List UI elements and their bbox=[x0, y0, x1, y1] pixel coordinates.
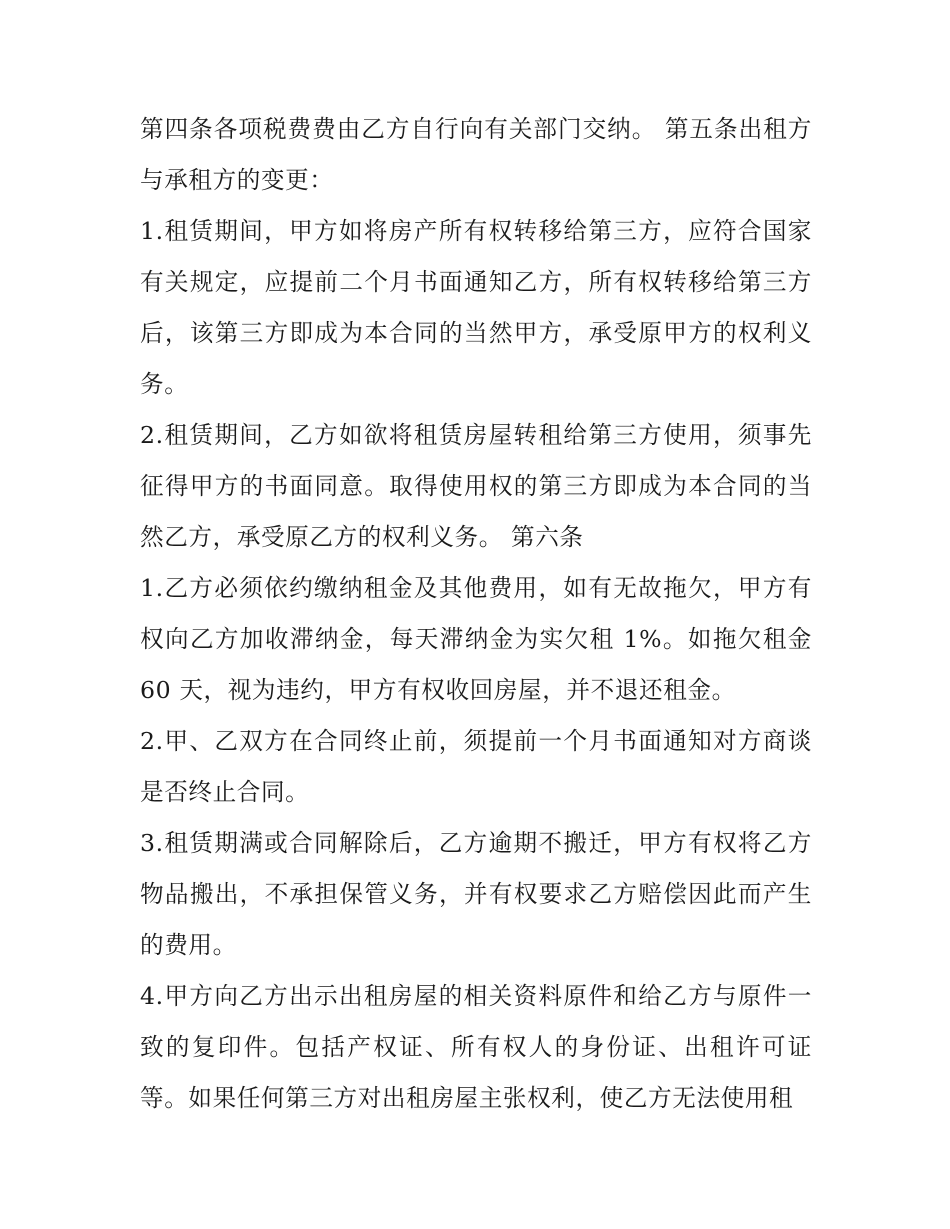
paragraph-article-4-5: 第四条各项税费费由乙方自行向有关部门交纳。 第五条出租方与承租方的变更： bbox=[140, 115, 812, 194]
paragraph-5-2: 2.租赁期间，乙方如欲将租赁房屋转租给第三方使用，须事先征得甲方的书面同意。取得使用权的第三方即成为本合同的当然乙方，承受原乙方的权利义务。 第六条 bbox=[140, 421, 812, 551]
paragraph-5-1: 1.租赁期间，甲方如将房产所有权转移给第三方，应符合国家有关规定，应提前二个月书面通知乙方，所有权转移给第三方后，该第三方即成为本合同的当然甲方，承受原甲方的权利义务。 bbox=[140, 217, 812, 398]
document-body bbox=[140, 104, 812, 1124]
paragraph-6-1: 1.乙方必须依约缴纳租金及其他费用，如有无故拖欠，甲方有权向乙方加收滞纳金，每天滞纳金为实欠租 1%。如拖欠租金 60 天，视为违约，甲方有权收回房屋，并不退还租金。 bbox=[140, 574, 812, 704]
paragraph-6-3: 3.租赁期满或合同解除后，乙方逾期不搬迁，甲方有权将乙方物品搬出，不承担保管义务，并有权要求乙方赔偿因此而产生的费用。 bbox=[140, 829, 812, 959]
paragraph-6-4: 4.甲方向乙方出示出租房屋的相关资料原件和给乙方与原件一致的复印件。包括产权证、所有权人的身份证、出租许可证等。如果任何第三方对出租房屋主张权利，使乙方无法使用租 bbox=[140, 982, 812, 1112]
paragraph-6-2: 2.甲、乙双方在合同终止前，须提前一个月书面通知对方商谈是否终止合同。 bbox=[140, 727, 812, 806]
